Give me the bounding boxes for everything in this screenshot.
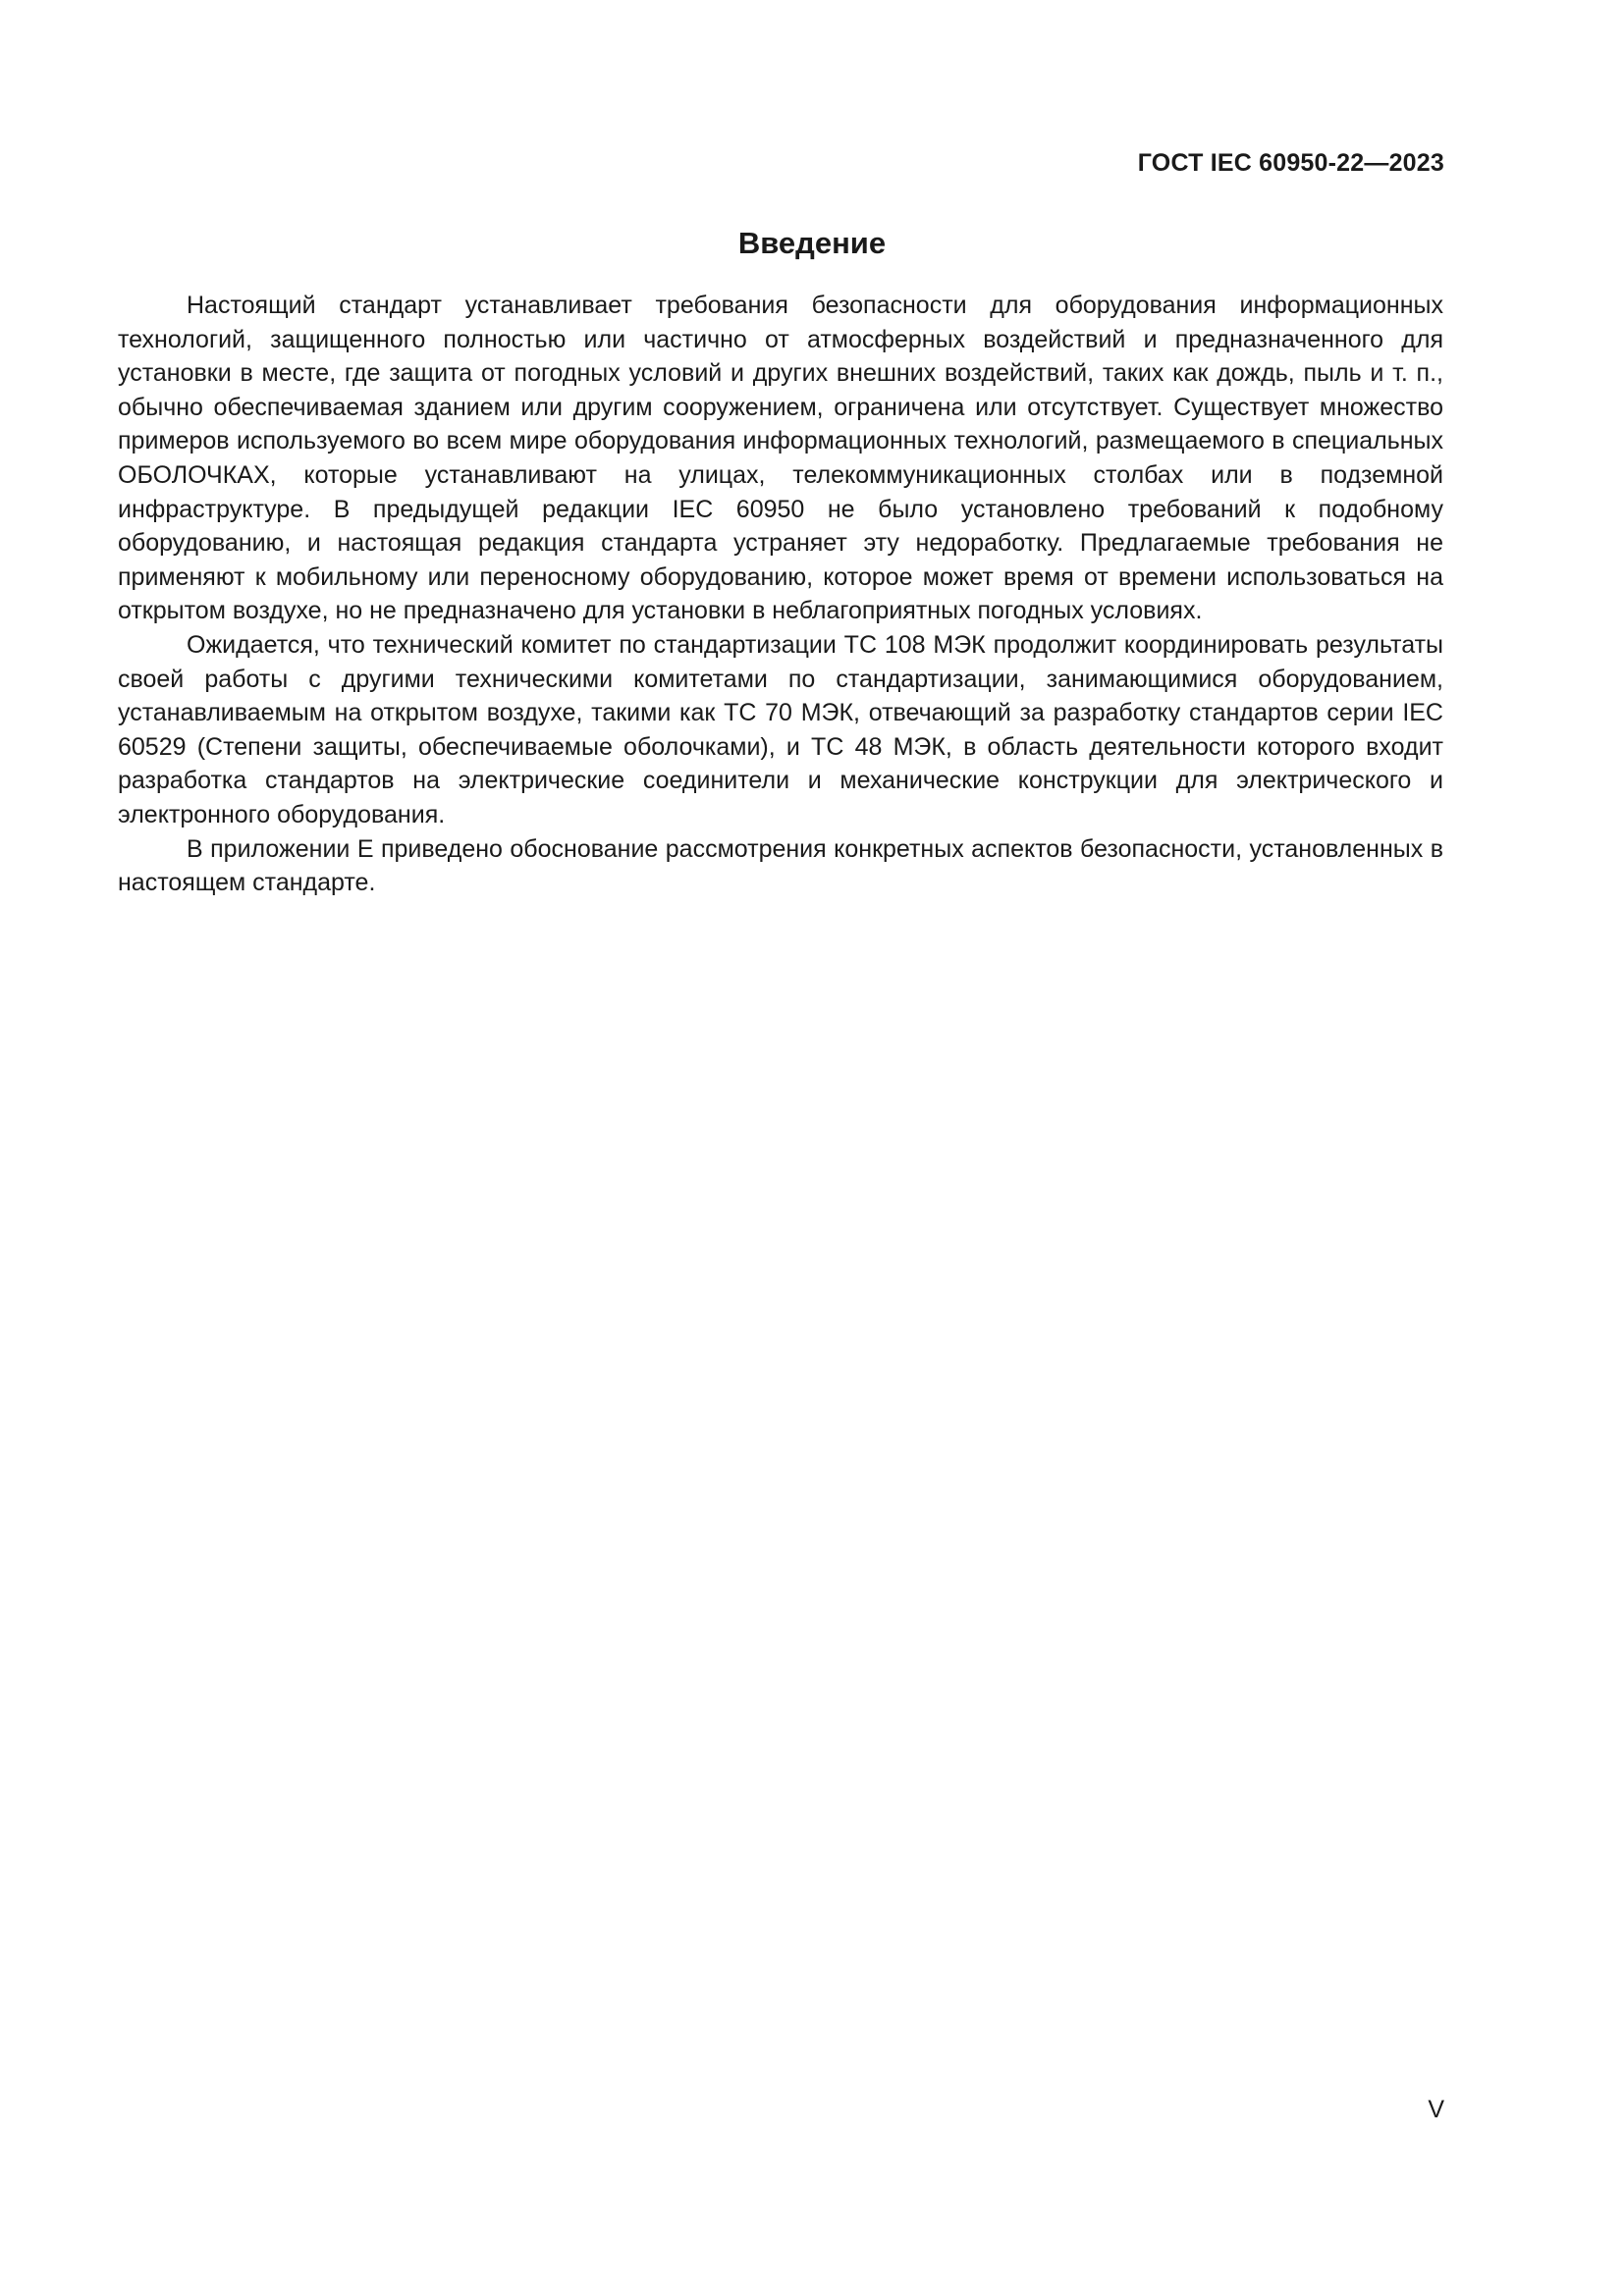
page-number: V	[1428, 2096, 1444, 2123]
section-title: Введение	[737, 226, 887, 260]
body-text	[118, 289, 1443, 900]
document-code-header: ГОСТ IEC 60950-22—2023	[1137, 149, 1444, 177]
paragraph: Ожидается, что технический комитет по стандартизации ТС 108 МЭК продолжит координировать результаты своей работы с другими техническими комитетами по стандартизации, занимающимися оборудованием, устанавливаемым на открытом воздухе, такими как ТС 70 МЭК, отвечающий за разработку стандартов серии IEC 60529 (Степени защиты, обеспечиваемые оболочками), и ТС 48 МЭК, в область деятельности которого входит разработка стандартов на электрические соединители и механические конструкции для электрического и электронного оборудования.	[118, 630, 1443, 828]
paragraph: Настоящий стандарт устанавливает требования безопасности для оборудования информационных технологий, защищенного полностью или частично от атмосферных воздействий и предназначенного для установки в месте, где защита от погодных условий и других внешних воздействий, таких как дождь, пыль и т. п., обычно обеспечиваемая зданием или другим сооружением, ограничена или отсутствует. Существует множество примеров используемого во всем мире оборудования информационных технологий, размещаемого в специальных ОБОЛОЧКАХ, которые устанавливают на улицах, телекоммуникационных столбах или в подземной инфраструктуре. В предыдущей редакции IEC 60950 не было установлено требований к подобному оборудованию, и настоящая редакция стандарта устраняет эту недоработку. Предлагаемые требования не применяют к мобильному или переносному оборудованию, которое может время от времени использоваться на открытом воздухе, но не предназначено для установки в неблагоприятных погодных условиях.	[118, 292, 1443, 625]
paragraph: В приложении Е приведено обоснование рассмотрения конкретных аспектов безопасности, установленных в настоящем стандарте.	[118, 834, 1443, 897]
